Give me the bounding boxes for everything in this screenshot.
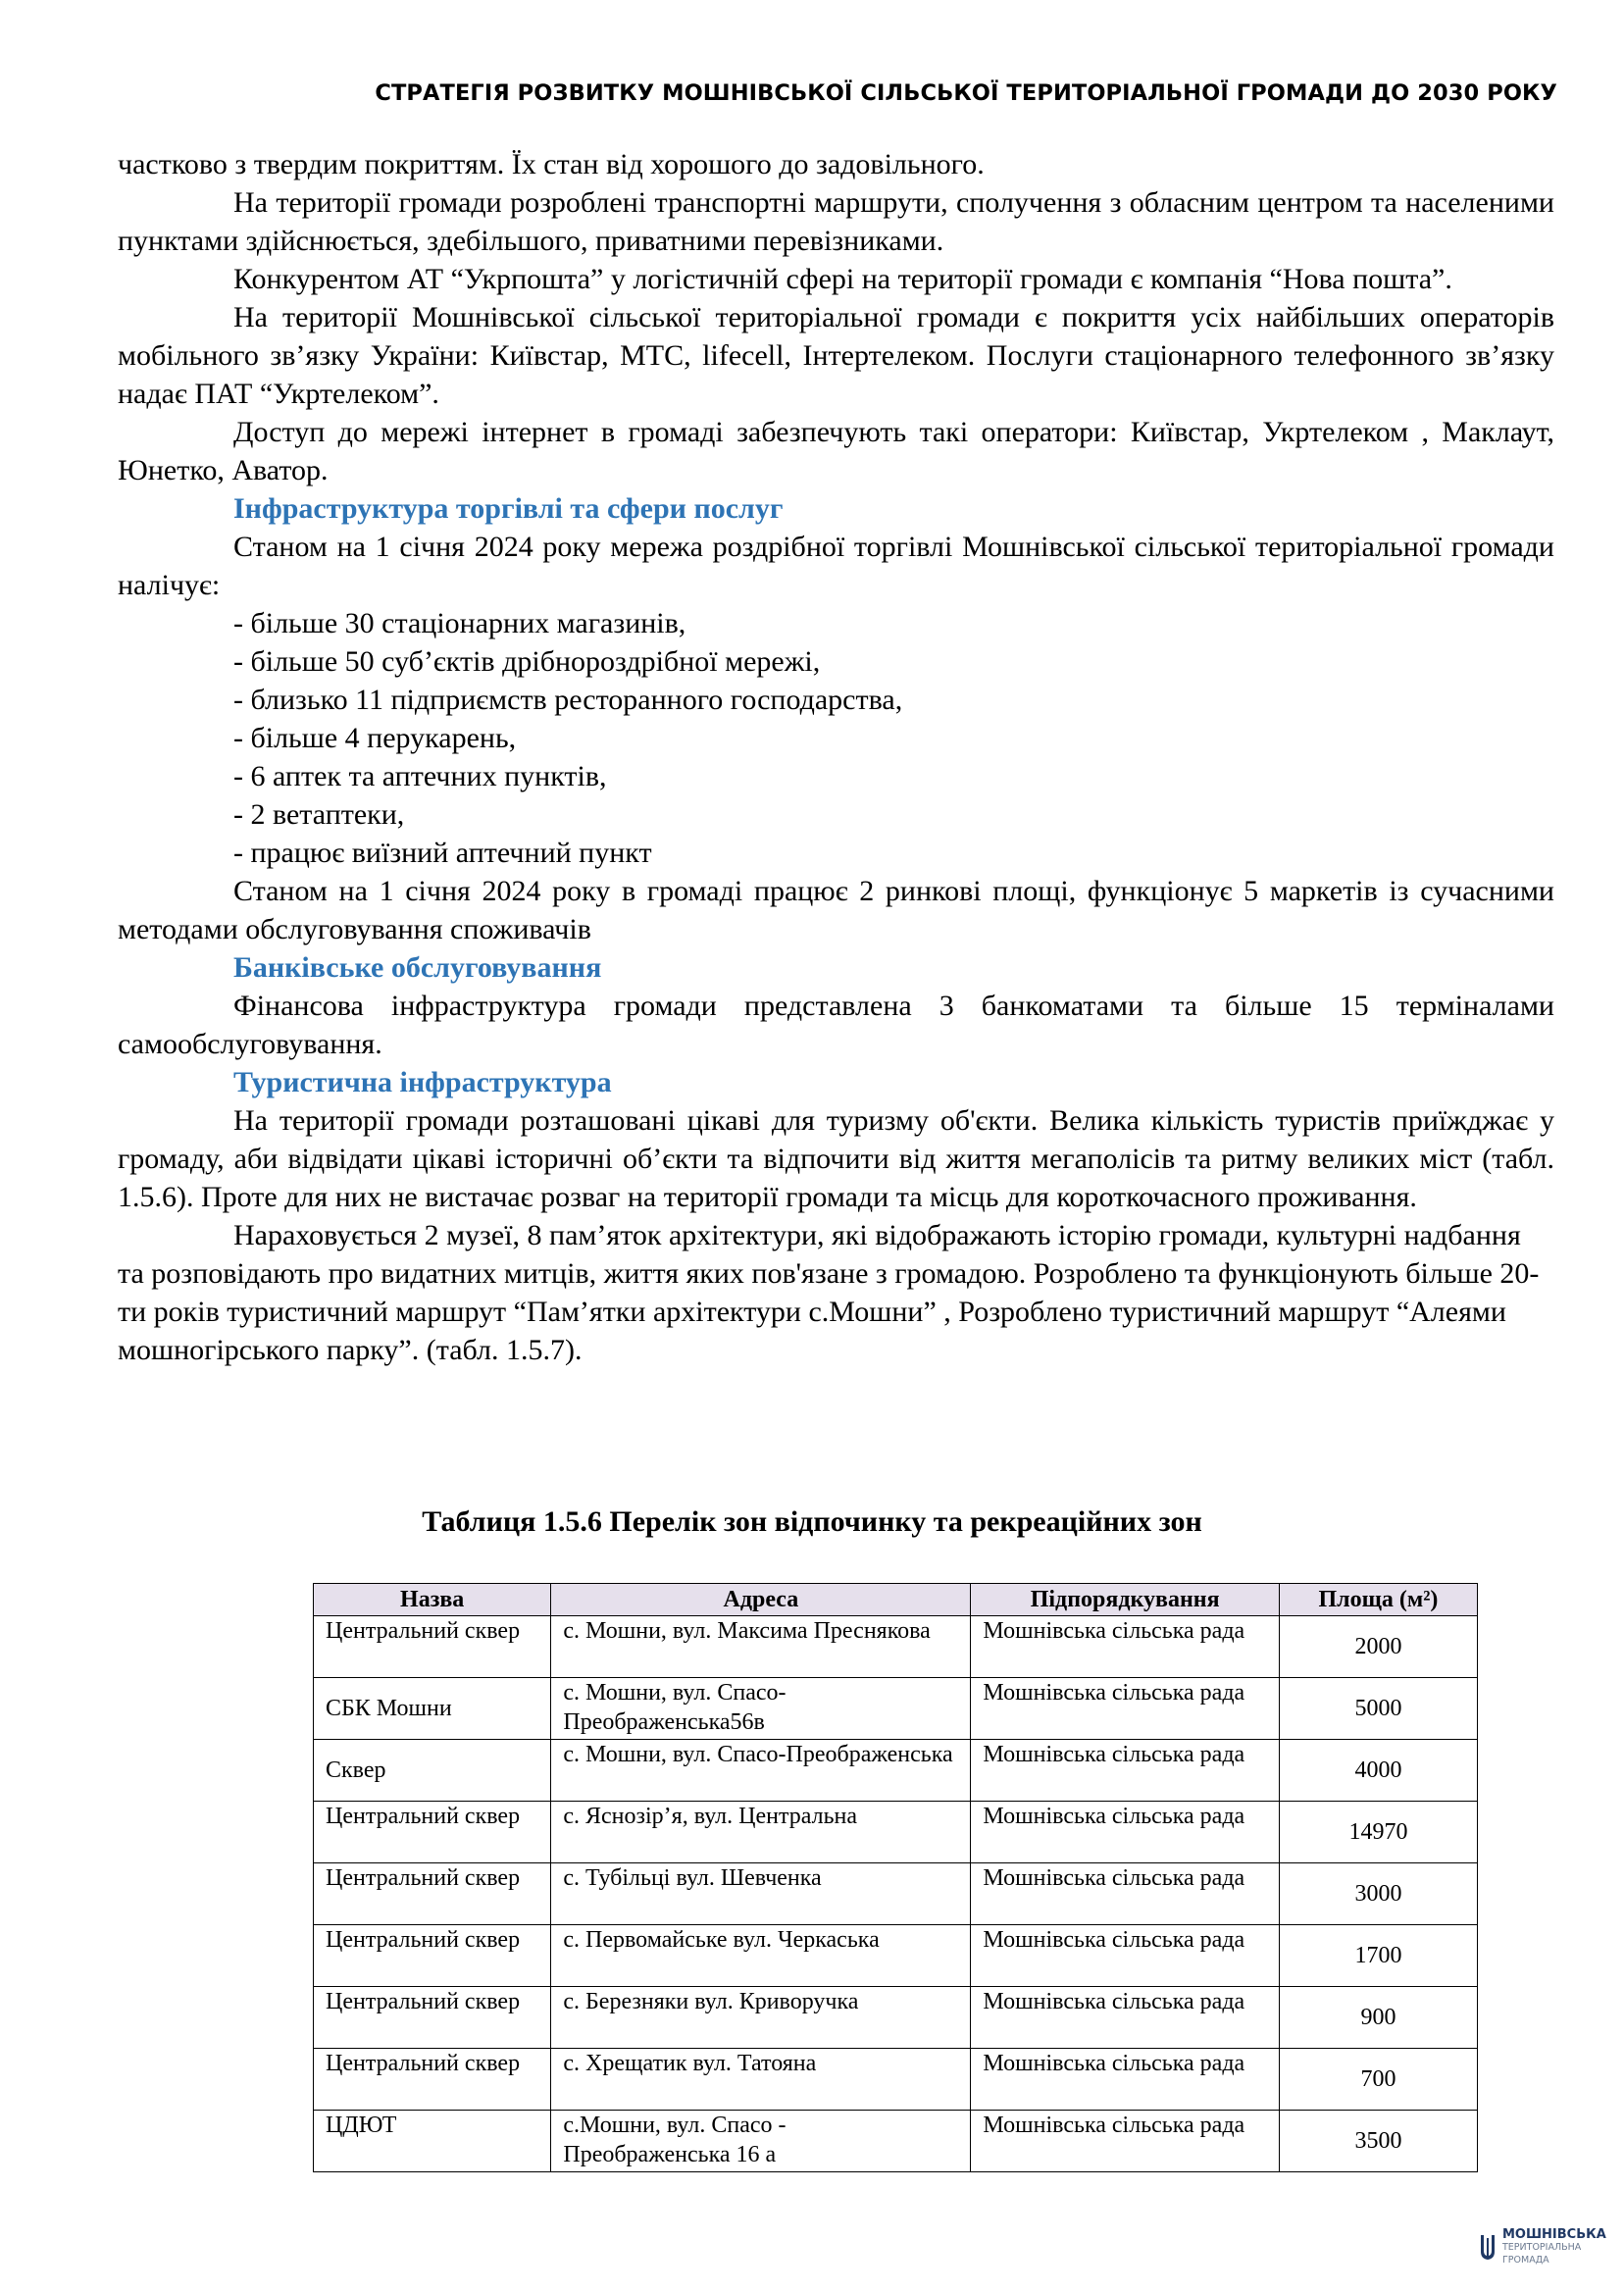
paragraph: Нараховується 2 музеї, 8 пам’яток архітектури, які відображають історію громади, культурні надбання та розповідають про видатних митців, життя яких пов'язане з громадою. Розроблено та функціонують більше 20-ти років туристичний маршрут “Пам’ятки архітектури с.Мошни” , Розроблено туристичний маршрут “Алеями мошногірського парку”. (табл. 1.5.7). — [118, 1219, 1540, 1366]
cell-area: 2000 — [1279, 1616, 1477, 1678]
table-header-row — [314, 1584, 1478, 1616]
cell-address: с.Мошни, вул. Спасо - Преображенська 16 а — [551, 2111, 971, 2172]
cell-area: 3500 — [1279, 2111, 1477, 2172]
cell-area: 14970 — [1279, 1802, 1477, 1863]
cell-address: с. Мошни, вул. Максима Преснякова — [551, 1616, 971, 1678]
column-header-address: Адреса — [551, 1584, 971, 1616]
list-item: - близько 11 підприємств ресторанного господарства, — [233, 684, 903, 716]
table-row — [314, 1802, 1478, 1863]
cell-subordination: Мошнівська сільська рада — [971, 1802, 1279, 1863]
column-header-area: Площа (м²) — [1279, 1584, 1477, 1616]
paragraph: Фінансова інфраструктура громади представлена 3 банкоматами та більше 15 терміналами самообслуговування. — [118, 990, 1554, 1060]
paragraph: Станом на 1 січня 2024 року мережа роздрібної торгівлі Мошнівської сільської територіальної громади налічує: — [118, 531, 1554, 601]
cell-subordination: Мошнівська сільська рада — [971, 2111, 1279, 2172]
paragraph: частково з твердим покриттям. Їх стан від хорошого до задовільного. — [118, 148, 985, 180]
cell-name: Сквер — [314, 1740, 551, 1802]
cell-subordination: Мошнівська сільська рада — [971, 1987, 1279, 2049]
table-row — [314, 1987, 1478, 2049]
cell-name: Центральний сквер — [314, 2049, 551, 2111]
section-heading-banking: Банківське обслуговування — [233, 951, 602, 984]
cell-subordination: Мошнівська сільська рада — [971, 1616, 1279, 1678]
table-row — [314, 2049, 1478, 2111]
logo-line-3: ГРОМАДА — [1502, 2254, 1549, 2266]
cell-area: 1700 — [1279, 1925, 1477, 1987]
cell-address: с. Березняки вул. Криворучка — [551, 1987, 971, 2049]
column-header-name: Назва — [314, 1584, 551, 1616]
cell-address: с. Хрещатик вул. Татояна — [551, 2049, 971, 2111]
list-item: - більше 50 суб’єктів дрібнороздрібної мережі, — [233, 645, 821, 678]
cell-name: Центральний сквер — [314, 1616, 551, 1678]
cell-address: с. Мошни, вул. Спасо-Преображенська56в — [551, 1678, 971, 1740]
cell-name: Центральний сквер — [314, 1802, 551, 1863]
list-item: - більше 4 перукарень, — [233, 722, 517, 754]
cell-address: с. Мошни, вул. Спасо-Преображенська — [551, 1740, 971, 1802]
cell-name: СБК Мошни — [314, 1678, 551, 1740]
table-row — [314, 1740, 1478, 1802]
section-heading-tourism: Туристична інфраструктура — [233, 1066, 612, 1098]
paragraph: Конкурентом АТ “Укрпошта” у логістичній сфері на території громади є компанія “Нова пошта”. — [233, 263, 1452, 295]
trident-icon — [1479, 2232, 1497, 2262]
services-list — [118, 604, 1554, 872]
table-row — [314, 1678, 1478, 1740]
table-row — [314, 1925, 1478, 1987]
recreation-zones-table — [313, 1583, 1478, 2172]
cell-address: с. Тубільці вул. Шевченка — [551, 1863, 971, 1925]
cell-name: Центральний сквер — [314, 1925, 551, 1987]
cell-area: 900 — [1279, 1987, 1477, 2049]
table-row — [314, 1616, 1478, 1678]
logo-line-2: ТЕРИТОРІАЛЬНА — [1502, 2241, 1582, 2253]
cell-subordination: Мошнівська сільська рада — [971, 2049, 1279, 2111]
cell-area: 4000 — [1279, 1740, 1477, 1802]
cell-name: ЦДЮТ — [314, 2111, 551, 2172]
paragraph: На території громади розташовані цікаві для туризму об'єкти. Велика кількість туристів приїжджає у громаду, аби відвідати цікаві історичні об’єкти та відпочити від життя мегаполісів та ритму великих міст (табл. 1.5.6). Проте для них не вистачає розваг на території громади та місць для короткочасного проживання. — [118, 1104, 1554, 1213]
running-header: СТРАТЕГІЯ РОЗВИТКУ МОШНІВСЬКОЇ СІЛЬСЬКОЇ ТЕРИТОРІАЛЬНОЇ ГРОМАДИ ДО 2030 РОКУ — [375, 80, 1557, 106]
cell-area: 700 — [1279, 2049, 1477, 2111]
cell-subordination: Мошнівська сільська рада — [971, 1863, 1279, 1925]
list-item: - працює виїзний аптечний пункт — [233, 837, 652, 869]
paragraph: На території громади розроблені транспортні маршрути, сполучення з обласним центром та населеними пунктами здійснюється, здебільшого, приватними перевізниками. — [118, 186, 1554, 257]
cell-name: Центральний сквер — [314, 1987, 551, 2049]
table-row — [314, 1863, 1478, 1925]
table-row — [314, 2111, 1478, 2172]
cell-subordination: Мошнівська сільська рада — [971, 1740, 1279, 1802]
cell-area: 5000 — [1279, 1678, 1477, 1740]
column-header-subordination: Підпорядкування — [971, 1584, 1279, 1616]
cell-area: 3000 — [1279, 1863, 1477, 1925]
list-item: - більше 30 стаціонарних магазинів, — [233, 607, 686, 639]
logo-line-1: МОШНІВСЬКА — [1502, 2226, 1606, 2242]
list-item: - 6 аптек та аптечних пунктів, — [233, 760, 607, 792]
paragraph: На території Мошнівської сільської територіальної громади є покриття усіх найбільших операторів мобільного зв’язку України: Київстар, МТС, lifecell, Інтертелеком. Послуги стаціонарного телефонного зв’язку надає ПАТ “Укртелеком”. — [118, 301, 1554, 410]
cell-subordination: Мошнівська сільська рада — [971, 1678, 1279, 1740]
paragraph: Станом на 1 січня 2024 року в громаді працює 2 ринкові площі, функціонує 5 маркетів із сучасними методами обслуговування споживачів — [118, 875, 1554, 945]
list-item: - 2 ветаптеки, — [233, 798, 405, 831]
paragraph: Доступ до мережі інтернет в громаді забезпечують такі оператори: Київстар, Укртелеком , Маклаут, Юнетко, Аватор. — [118, 416, 1554, 486]
cell-address: с. Яснозір’я, вул. Центральна — [551, 1802, 971, 1863]
community-logo — [1479, 2216, 1616, 2277]
cell-subordination: Мошнівська сільська рада — [971, 1925, 1279, 1987]
table-caption: Таблиця 1.5.6 Перелік зон відпочинку та рекреаційних зон — [422, 1505, 1202, 1538]
cell-address: с. Первомайське вул. Черкаська — [551, 1925, 971, 1987]
body-text — [118, 145, 1554, 1369]
section-heading-trade: Інфраструктура торгівлі та сфери послуг — [233, 492, 784, 525]
cell-name: Центральний сквер — [314, 1863, 551, 1925]
